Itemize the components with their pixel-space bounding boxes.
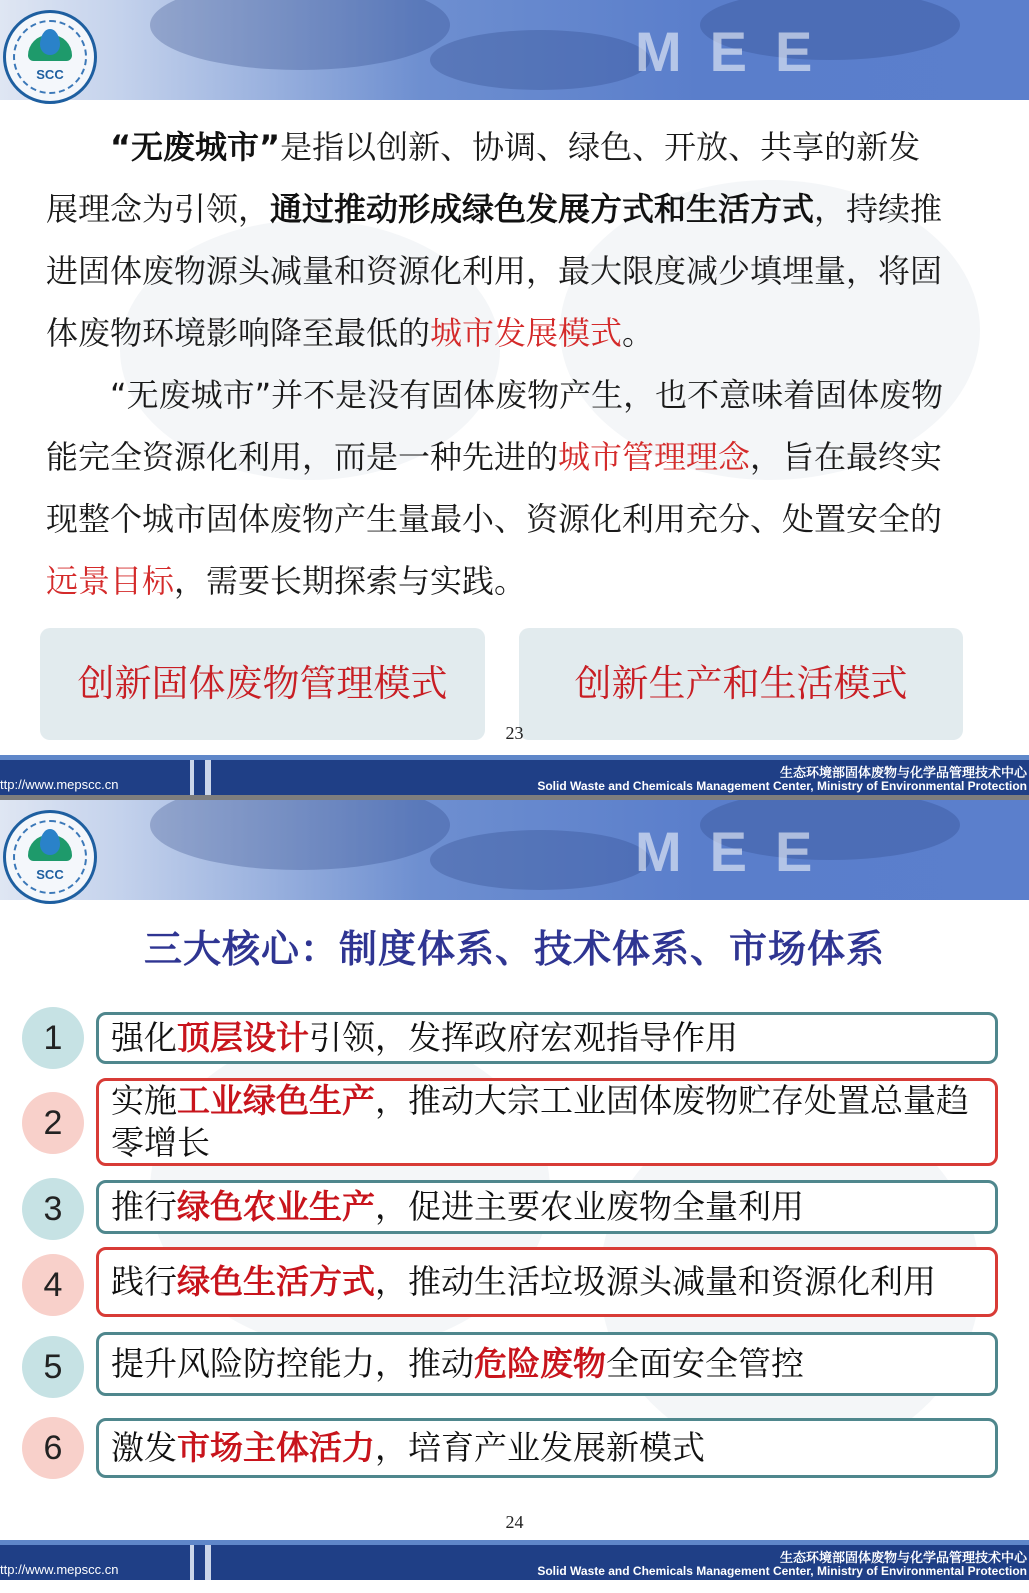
item-number-1: 1 (22, 1007, 84, 1069)
map-shape (430, 830, 650, 890)
page-number: 24 (505, 1512, 524, 1532)
keyword: 顶层设计 (177, 1018, 309, 1057)
definition-paragraph: “无废城市”是指以创新、协调、绿色、开放、共享的新发展理念为引领，通过推动形成绿色发展方式和生活方式，持续推进固体废物源头减量和资源化利用，最大限度减少填埋量，将固体废物环境影响降至最低的城市发展模式。 (46, 128, 943, 352)
footer-divider (190, 1545, 194, 1580)
slide-header (0, 0, 1029, 100)
highlight-text: 城市发展模式 (430, 314, 623, 352)
map-shape (150, 800, 450, 870)
quote-term: “无废城市” (110, 128, 281, 166)
list-item: 实施工业绿色生产，推动大宗工业固体废物贮存处置总量趋零增长 (96, 1078, 998, 1166)
keyword: 绿色农业生产 (177, 1187, 375, 1226)
explanation-paragraph: “无废城市”并不是没有固体废物产生，也不意味着固体废物能完全资源化利用，而是一种先进的城市管理理念，旨在最终实现整个城市固体废物产生量最小、资源化利用充分、处置安全的远景目标，需要长期探索与实践。 (46, 376, 944, 600)
page-number: 23 (505, 723, 524, 743)
slide-footer (0, 755, 1029, 795)
slide-23 (0, 0, 1029, 795)
scc-logo-icon (3, 810, 97, 904)
slide-header (0, 800, 1029, 900)
footer-org-cn: 生态环境部固体废物与化学品管理技术中心 (779, 1551, 1027, 1566)
card-production-life-model: 创新生产和生活模式 (519, 628, 963, 740)
slide-24 (0, 800, 1029, 1593)
card-waste-management-model: 创新固体废物管理模式 (40, 628, 485, 740)
list-item: 践行 绿色生活方式 ，推动生活垃圾源头减量和资源化利用 (96, 1247, 998, 1317)
footer-divider (190, 760, 194, 795)
map-shape (430, 30, 650, 90)
mee-watermark: MEE (635, 20, 841, 83)
emphasis-text: 通过推动形成绿色发展方式和生活方式 (270, 190, 815, 228)
map-shape (150, 0, 450, 70)
item-number-3: 3 (22, 1178, 84, 1240)
logo-text: SCC (36, 67, 64, 82)
keyword: 市场主体活力 (177, 1428, 375, 1467)
footer-divider (205, 1545, 211, 1580)
keyword: 绿色生活方式 (177, 1262, 375, 1301)
keyword: 工业绿色生产 (177, 1081, 375, 1120)
scc-logo-icon (3, 10, 97, 104)
slide-footer (0, 1540, 1029, 1580)
logo-text: SCC (36, 867, 64, 882)
list-item: 强化 顶层设计 引领，发挥政府宏观指导作用 (96, 1012, 998, 1064)
item-number-2: 2 (22, 1092, 84, 1154)
list-item: 推行 绿色农业生产 ，促进主要农业废物全量利用 (96, 1180, 998, 1234)
footer-org-en: Solid Waste and Chemicals Management Center, Ministry of Environmental Protection (537, 1564, 1027, 1578)
list-item: 激发 市场主体活力 ，培育产业发展新模式 (96, 1418, 998, 1478)
list-item: 提升风险防控能力，推动 危险废物 全面安全管控 (96, 1332, 998, 1396)
item-number-5: 5 (22, 1336, 84, 1398)
slide-title: 三大核心：制度体系、技术体系、市场体系 (143, 927, 885, 971)
footer-url: ttp://www.mepscc.cn (0, 777, 119, 792)
footer-divider (205, 760, 211, 795)
highlight-text: 城市管理理念 (558, 438, 751, 476)
mee-watermark: MEE (635, 820, 841, 883)
footer-org-en: Solid Waste and Chemicals Management Center, Ministry of Environmental Protection (537, 779, 1027, 793)
footer-url: ttp://www.mepscc.cn (0, 1562, 119, 1577)
keyword: 危险废物 (474, 1344, 606, 1383)
footer-org-cn: 生态环境部固体废物与化学品管理技术中心 (779, 766, 1027, 781)
highlight-text: 远景目标 (46, 562, 175, 600)
item-number-4: 4 (22, 1254, 84, 1316)
item-number-6: 6 (22, 1417, 84, 1479)
